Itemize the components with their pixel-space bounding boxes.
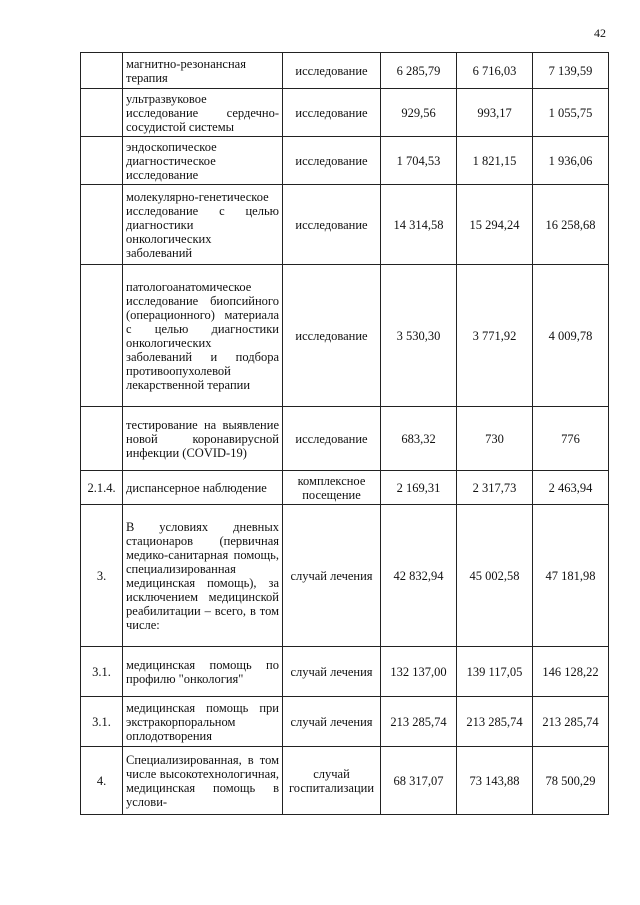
- tariff-table: [80, 52, 609, 815]
- table-row: [81, 137, 609, 185]
- unit-of-measure: исследование: [283, 185, 381, 265]
- value-year-1: 42 832,94: [381, 505, 457, 647]
- service-name: магнитно-резонансная терапия: [123, 53, 283, 89]
- value-year-1: 929,56: [381, 89, 457, 137]
- page-number: 42: [594, 26, 606, 40]
- value-year-3: 2 463,94: [533, 471, 609, 505]
- service-name: В условиях дневных стационаров (первичная медико-санитарная помощь, специализированная медицинская помощь), за исключением медицинской реабилитации – всего, в том числе:: [123, 505, 283, 647]
- row-number: 3.1.: [81, 697, 123, 747]
- value-year-3: 16 258,68: [533, 185, 609, 265]
- value-year-2: 2 317,73: [457, 471, 533, 505]
- value-year-1: 6 285,79: [381, 53, 457, 89]
- value-year-2: 213 285,74: [457, 697, 533, 747]
- service-name: молекулярно-генетическое исследование с целью диагностики онкологических заболеваний: [123, 185, 283, 265]
- value-year-3: 4 009,78: [533, 265, 609, 407]
- table-row: [81, 697, 609, 747]
- table-body: [81, 53, 609, 815]
- unit-of-measure: комплексное посещение: [283, 471, 381, 505]
- service-name: медицинская помощь при экстракорпоральном оплодотворения: [123, 697, 283, 747]
- value-year-1: 683,32: [381, 407, 457, 471]
- value-year-1: 68 317,07: [381, 747, 457, 815]
- table-row: [81, 53, 609, 89]
- unit-of-measure: исследование: [283, 89, 381, 137]
- unit-of-measure: случай лечения: [283, 647, 381, 697]
- value-year-3: 47 181,98: [533, 505, 609, 647]
- service-name: патологоанатомическое исследование биопсийного (операционного) материала с целью диагностики онкологических заболеваний и подбора противоопухолевой лекарственной терапии: [123, 265, 283, 407]
- value-year-3: 146 128,22: [533, 647, 609, 697]
- value-year-2: 45 002,58: [457, 505, 533, 647]
- service-name: тестирование на выявление новой коронавирусной инфекции (COVID-19): [123, 407, 283, 471]
- table-row: [81, 89, 609, 137]
- service-name: Специализированная, в том числе высокотехнологичная, медицинская помощь в услови-: [123, 747, 283, 815]
- value-year-2: 3 771,92: [457, 265, 533, 407]
- service-name: эндоскопическое диагностическое исследование: [123, 137, 283, 185]
- table-row: [81, 471, 609, 505]
- value-year-2: 6 716,03: [457, 53, 533, 89]
- value-year-1: 1 704,53: [381, 137, 457, 185]
- row-number: [81, 137, 123, 185]
- value-year-2: 139 117,05: [457, 647, 533, 697]
- service-name: медицинская помощь по профилю "онкология": [123, 647, 283, 697]
- value-year-2: 15 294,24: [457, 185, 533, 265]
- unit-of-measure: исследование: [283, 53, 381, 89]
- unit-of-measure: исследование: [283, 407, 381, 471]
- table-row: [81, 265, 609, 407]
- row-number: 2.1.4.: [81, 471, 123, 505]
- value-year-1: 132 137,00: [381, 647, 457, 697]
- table-row: [81, 747, 609, 815]
- row-number: 4.: [81, 747, 123, 815]
- value-year-3: 776: [533, 407, 609, 471]
- value-year-2: 730: [457, 407, 533, 471]
- table-row: [81, 505, 609, 647]
- value-year-3: 78 500,29: [533, 747, 609, 815]
- service-name: ультразвуковое исследование сердечно-сосудистой системы: [123, 89, 283, 137]
- value-year-3: 7 139,59: [533, 53, 609, 89]
- value-year-3: 1 936,06: [533, 137, 609, 185]
- value-year-3: 1 055,75: [533, 89, 609, 137]
- service-name: диспансерное наблюдение: [123, 471, 283, 505]
- value-year-1: 3 530,30: [381, 265, 457, 407]
- row-number: [81, 407, 123, 471]
- value-year-2: 993,17: [457, 89, 533, 137]
- value-year-3: 213 285,74: [533, 697, 609, 747]
- unit-of-measure: исследование: [283, 137, 381, 185]
- row-number: [81, 185, 123, 265]
- row-number: 3.1.: [81, 647, 123, 697]
- table-row: [81, 647, 609, 697]
- unit-of-measure: исследование: [283, 265, 381, 407]
- row-number: [81, 265, 123, 407]
- value-year-1: 2 169,31: [381, 471, 457, 505]
- table-row: [81, 407, 609, 471]
- value-year-2: 73 143,88: [457, 747, 533, 815]
- unit-of-measure: случай госпитализации: [283, 747, 381, 815]
- unit-of-measure: случай лечения: [283, 505, 381, 647]
- unit-of-measure: случай лечения: [283, 697, 381, 747]
- row-number: 3.: [81, 505, 123, 647]
- table-row: [81, 185, 609, 265]
- value-year-1: 14 314,58: [381, 185, 457, 265]
- value-year-2: 1 821,15: [457, 137, 533, 185]
- row-number: [81, 89, 123, 137]
- value-year-1: 213 285,74: [381, 697, 457, 747]
- row-number: [81, 53, 123, 89]
